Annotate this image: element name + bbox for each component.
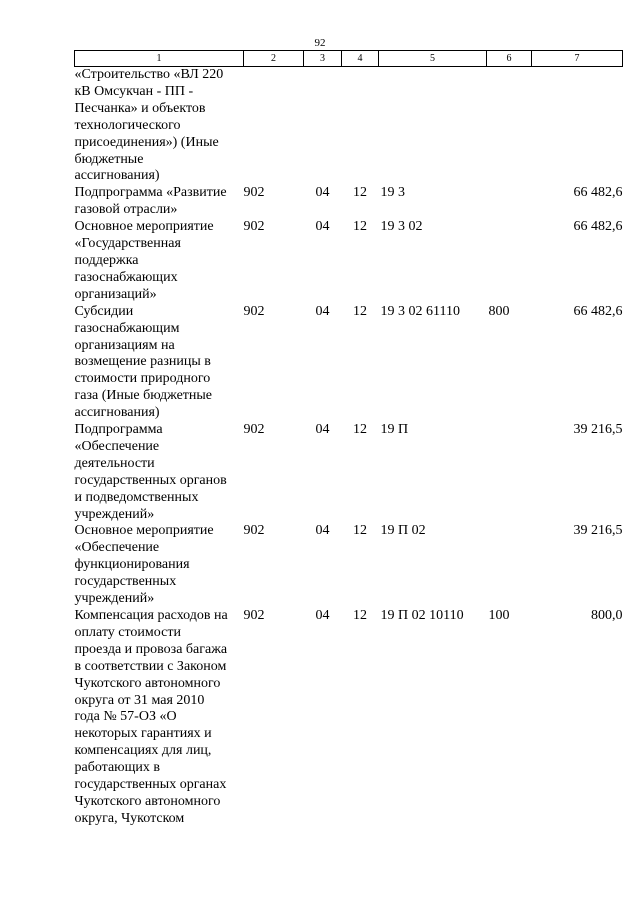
cell-subsection: 12	[353, 608, 367, 623]
cell-amount: 66 482,6	[573, 303, 623, 319]
cell-grbs	[244, 67, 304, 186]
cell-name-line: Субсидии	[74, 303, 134, 319]
cell-expense-type: 100	[488, 608, 510, 623]
cell-name-line: газоснабжающих	[74, 269, 178, 285]
cell-amount: 800,0	[591, 608, 623, 623]
cell-subsection: 12	[353, 422, 367, 438]
cell-name-line: округа, Чукотском	[74, 810, 185, 826]
cell-target-code: 19 3 02	[380, 219, 423, 235]
cell-name-line: «Обеспечение	[74, 438, 160, 454]
cell-grbs: 902	[243, 303, 265, 319]
cell-target-code	[379, 67, 487, 186]
cell-grbs: 902	[243, 219, 265, 235]
page-number: 92	[314, 37, 326, 49]
header-col-4: 4	[342, 51, 379, 67]
header-col-3: 3	[304, 51, 342, 67]
cell-name-line: технологического	[74, 117, 181, 133]
cell-name-line: организациям на	[74, 337, 175, 353]
cell-amount: 39 216,5	[573, 523, 623, 539]
cell-target-code: 19 П 02 10110	[380, 608, 464, 623]
cell-grbs: 902	[243, 608, 265, 623]
cell-name-line: газовой отрасли»	[74, 202, 178, 218]
cell-name-line: Песчанка» и объектов	[74, 100, 206, 116]
cell-target-code: 19 П	[380, 422, 409, 438]
cell-name	[75, 422, 244, 523]
header-col-1: 1	[75, 51, 244, 67]
cell-name-line: работающих в	[74, 760, 160, 776]
cell-expense-type	[487, 523, 532, 608]
cell-grbs: 902	[243, 422, 265, 438]
cell-name-line: «Обеспечение	[74, 540, 160, 556]
cell-name-line: компенсациях для лиц,	[74, 743, 212, 759]
cell-subsection	[342, 67, 379, 186]
table-body	[75, 67, 623, 828]
cell-name-line: Подпрограмма	[74, 422, 163, 438]
cell-amount: 66 482,6	[573, 185, 623, 201]
cell-name-line: государственных органов	[74, 472, 227, 488]
cell-name	[75, 304, 244, 422]
header-col-2: 2	[244, 51, 304, 67]
cell-section: 04	[315, 303, 330, 319]
budget-table	[74, 50, 623, 828]
cell-amount: 39 216,5	[573, 422, 623, 438]
cell-name-line: Компенсация расходов на	[74, 608, 228, 623]
cell-name-line: Чукотского автономного	[74, 793, 221, 809]
cell-name-line: поддержка	[74, 252, 139, 268]
cell-target-code: 19 3 02 61110	[380, 303, 460, 319]
cell-amount: 66 482,6	[573, 219, 623, 235]
cell-expense-type	[487, 185, 532, 219]
header-row	[75, 51, 623, 67]
cell-name-line: «Строительство «ВЛ 220	[74, 67, 224, 82]
cell-name-line: функционирования	[74, 557, 190, 573]
header-col-6: 6	[487, 51, 532, 67]
cell-name-line: кВ Омсукчан - ПП -	[74, 83, 194, 99]
cell-section	[304, 67, 342, 186]
cell-name-line: учреждений»	[74, 506, 155, 522]
cell-subsection: 12	[353, 219, 367, 235]
table-row	[75, 608, 623, 828]
cell-name-line: государственных	[74, 574, 177, 590]
cell-name-line: стоимости природного	[74, 371, 211, 387]
cell-name-line: возмещение разницы в	[74, 354, 211, 370]
cell-name-line: Чукотского автономного	[74, 675, 221, 691]
cell-grbs: 902	[243, 185, 265, 201]
cell-target-code: 19 3	[380, 185, 405, 201]
cell-name	[75, 608, 244, 828]
cell-name	[75, 219, 244, 304]
table-row	[75, 67, 623, 186]
cell-name-line: оплату стоимости	[74, 624, 181, 640]
cell-name-line: Подпрограмма «Развитие	[74, 185, 227, 201]
cell-name	[75, 67, 244, 186]
cell-name-line: проезда и провоза багажа	[74, 641, 228, 657]
cell-target-code: 19 П 02	[380, 523, 426, 539]
table-row	[75, 304, 623, 422]
cell-subsection: 12	[353, 303, 367, 319]
cell-expense-type	[487, 219, 532, 304]
cell-name-line: и подведомственных	[74, 489, 199, 505]
cell-section: 04	[315, 219, 330, 235]
cell-name-line: газа (Иные бюджетные	[74, 388, 213, 404]
cell-name-line: деятельности	[74, 455, 155, 471]
cell-name-line: в соответствии с Законом	[74, 658, 227, 674]
cell-expense-type	[487, 422, 532, 523]
cell-name-line: ассигнования)	[74, 405, 160, 421]
cell-subsection: 12	[353, 185, 367, 201]
table-row	[75, 219, 623, 304]
cell-name-line: округа от 31 мая 2010	[74, 692, 205, 708]
header-col-7: 7	[532, 51, 623, 67]
cell-section: 04	[315, 523, 330, 539]
cell-subsection: 12	[353, 523, 367, 539]
cell-section: 04	[315, 422, 330, 438]
cell-amount	[532, 67, 623, 186]
cell-name	[75, 185, 244, 219]
cell-name-line: учреждений»	[74, 591, 155, 607]
cell-expense-type: 800	[488, 303, 510, 319]
cell-name	[75, 523, 244, 608]
cell-name-line: ассигнования)	[74, 168, 160, 184]
cell-name-line: Основное мероприятие	[74, 219, 214, 235]
cell-section: 04	[315, 185, 330, 201]
cell-name-line: организаций»	[74, 286, 157, 302]
cell-expense-type	[487, 67, 532, 186]
table-row	[75, 185, 623, 219]
cell-name-line: некоторых гарантиях и	[74, 726, 212, 742]
cell-name-line: года № 57-ОЗ «О	[74, 709, 177, 725]
cell-name-line: Основное мероприятие	[74, 523, 214, 539]
table-row	[75, 422, 623, 523]
header-col-5: 5	[379, 51, 487, 67]
cell-name-line: бюджетные	[74, 151, 144, 167]
table-row	[75, 523, 623, 608]
cell-name-line: государственных органах	[74, 777, 227, 793]
cell-name-line: «Государственная	[74, 236, 181, 252]
cell-section: 04	[315, 608, 330, 623]
cell-grbs: 902	[243, 523, 265, 539]
cell-name-line: газоснабжающим	[74, 320, 180, 336]
cell-name-line: присоединения») (Иные	[74, 134, 219, 150]
